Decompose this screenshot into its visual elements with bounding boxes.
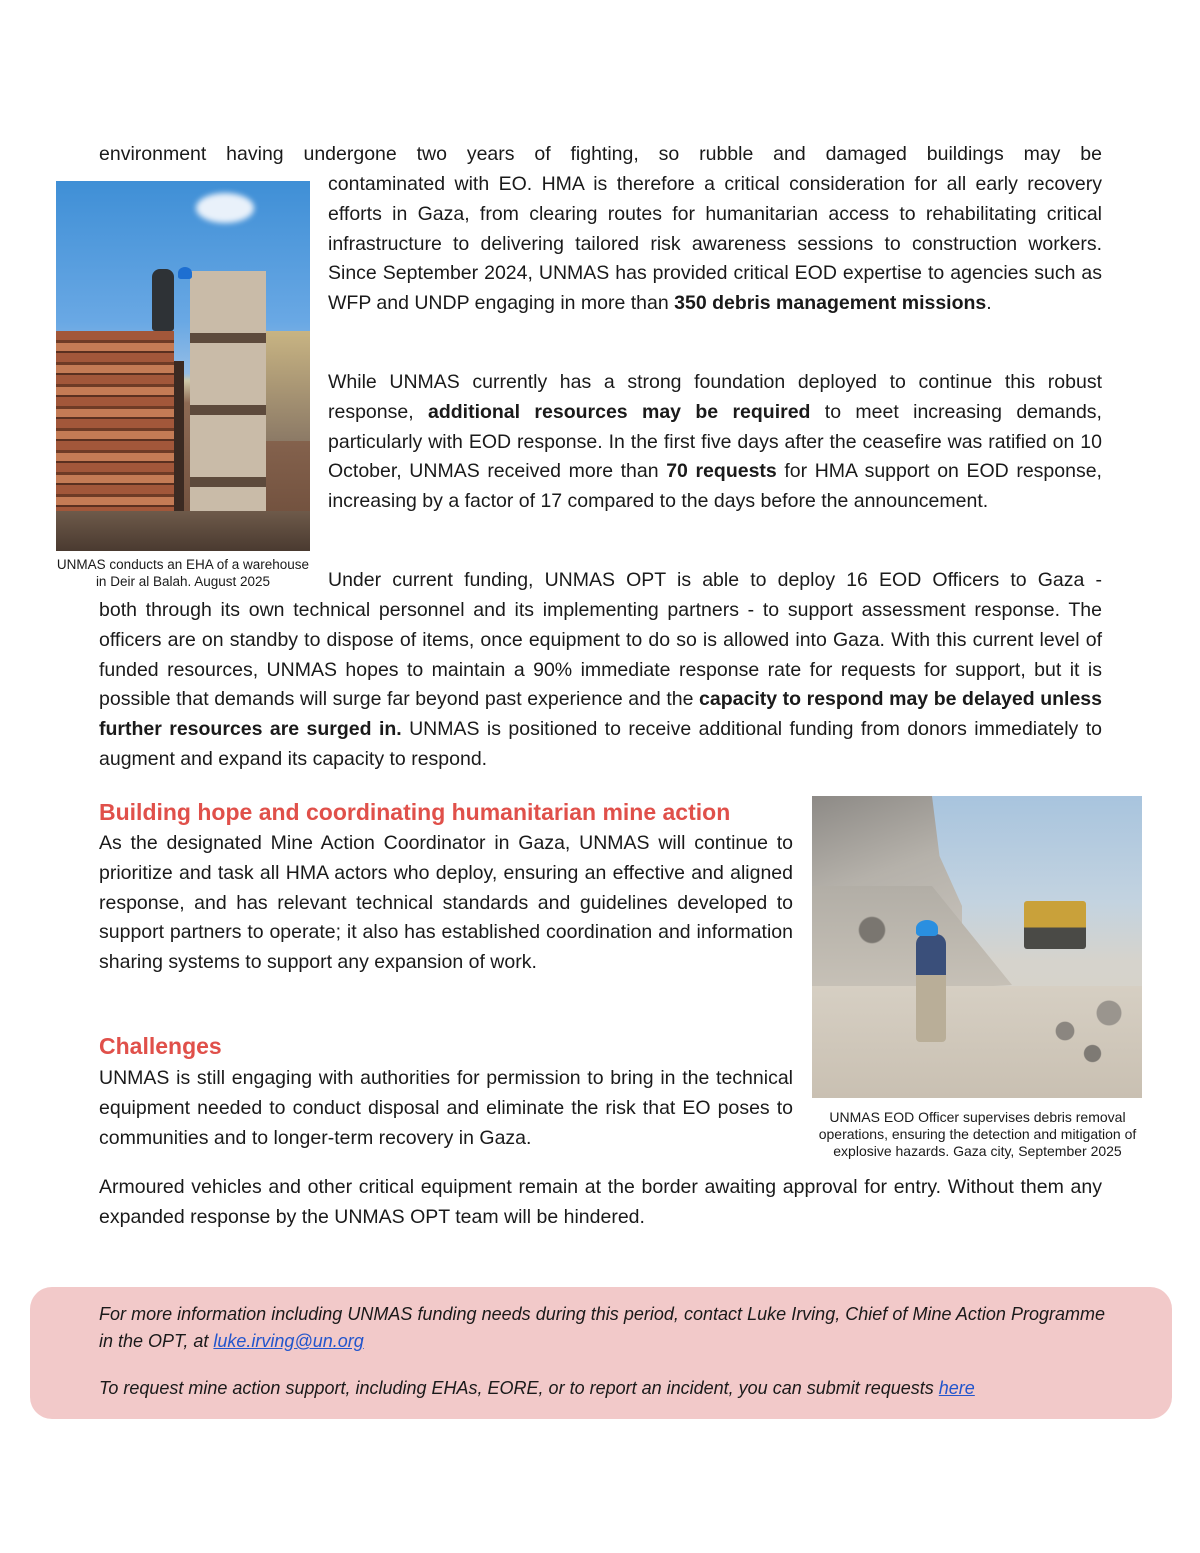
cloud: [196, 193, 254, 223]
para1-bold: 350 debris management missions: [674, 292, 987, 315]
bulldozer: [1024, 901, 1086, 949]
paragraph-3-first-line: Under current funding, UNMAS OPT is able to deploy 16 EOD Officers to Gaza -: [328, 569, 1102, 591]
blue-helmet-icon: [178, 267, 192, 279]
contact-text: For more information including UNMAS funding needs during this period, contact Luke Irving, Chief of Mine Action Programme in the OPT, at: [99, 1304, 1105, 1351]
para2-bold2: 70 requests: [666, 460, 777, 483]
photo2-caption-line2: operations, ensuring the detection and mitigation of: [818, 1126, 1137, 1142]
brick-stack: [56, 331, 174, 526]
officer-figure: [152, 269, 174, 331]
email-link[interactable]: luke.irving@un.org: [213, 1331, 364, 1351]
photo2-caption: [800, 1109, 1155, 1160]
photo1-caption-line2: in Deir al Balah. August 2025: [95, 573, 271, 589]
photo2-caption-line1: UNMAS EOD Officer supervises debris removal: [829, 1109, 1126, 1125]
para2-bold1: additional resources may be required: [427, 400, 811, 423]
paragraph-current-funding: [99, 596, 1102, 775]
rocks: [1032, 986, 1142, 1076]
para1-text: contaminated with EO. HMA is therefore a critical consideration for all early recovery efforts in Gaza, from clearing routes for humanitarian access to rehabilitating critical infrastructure to delivering tailored risk awareness sessions to construction workers. Since September 2024, UNMAS has provided critical EOD expertise to agencies such as WFP and UNDP engaging in more than: [328, 173, 1102, 315]
para3-a: both through its own technical personnel and its implementing partners - to support assessment response. The officers are on standby to dispose of items, once equipment to do so is allowed into Gaza. With this current level of funded resources, UNMAS hopes to maintain a 90% immediate response rate for requests for support, but it is possible that demands will surge far beyond past experience and the: [99, 599, 1102, 711]
photo1-caption-line1: UNMAS conducts an EHA of a warehouse: [56, 557, 310, 572]
paragraph-challenges: UNMAS is still engaging with authorities for permission to bring in the technical equipment needed to conduct disposal and eliminate the risk that EO poses to communities and to longer-term recovery in Gaza.: [99, 1067, 793, 1149]
background-field: [266, 331, 310, 441]
heading-building-hope: Building hope and coordinating humanitarian mine action: [99, 799, 731, 825]
paragraph-coordination: As the designated Mine Action Coordinator in Gaza, UNMAS will continue to prioritize and task all HMA actors who deploy, ensuring an effective and aligned response, and has relevant technical standards and guidelines developed to support partners to operate; it also has established coordination and information sharing systems to support any expansion of work.: [99, 832, 793, 974]
eod-officer-figure: [916, 934, 946, 1042]
para3-bold: capacity to respond may be delayed unless further resources are surged in.: [99, 688, 1102, 741]
contact-info-text: [99, 1301, 1105, 1355]
para1-end: .: [986, 292, 992, 315]
wrapped-pallets: [190, 271, 266, 541]
ground: [56, 511, 310, 551]
request-here-link[interactable]: here: [938, 1378, 975, 1398]
body-text-line-top: environment having undergone two years of fighting, so rubble and damaged buildings may be: [99, 143, 1102, 165]
para2-a: While UNMAS currently has a strong foundation deployed to continue this robust response,: [328, 371, 1102, 423]
request-text: To request mine action support, including EHAs, EORE, or to report an incident, you can submit requests: [99, 1378, 939, 1398]
para3-b: UNMAS is positioned to receive additional funding from donors immediately to augment and expand its capacity to respond.: [99, 718, 1102, 770]
photo1-caption: [44, 557, 322, 590]
rubble-pile: [812, 886, 1012, 996]
debris-removal-photo: [812, 796, 1142, 1098]
paragraph-additional-resources: [328, 368, 1102, 517]
blue-helmet-icon: [916, 920, 938, 936]
stack-gap: [174, 361, 184, 531]
warehouse-photo: [56, 181, 310, 551]
heading-challenges: Challenges: [99, 1033, 222, 1059]
photo2-caption-line3: explosive hazards. Gaza city, September 2025: [833, 1143, 1122, 1159]
paragraph-debris-missions: [328, 170, 1102, 319]
paragraph-armoured-vehicles: Armoured vehicles and other critical equipment remain at the border awaiting approval for entry. Without them any expanded response by the UNMAS OPT team will be hindered.: [99, 1176, 1102, 1228]
para2-b: to meet increasing demands, particularly with EOD response. In the first five days after the ceasefire was ratified on 10 October, UNMAS received more than: [328, 400, 1102, 483]
para2-c: for HMA support on EOD response, increasing by a factor of 17 compared to the days before the announcement.: [328, 460, 1102, 513]
request-support-text: [99, 1375, 1105, 1402]
